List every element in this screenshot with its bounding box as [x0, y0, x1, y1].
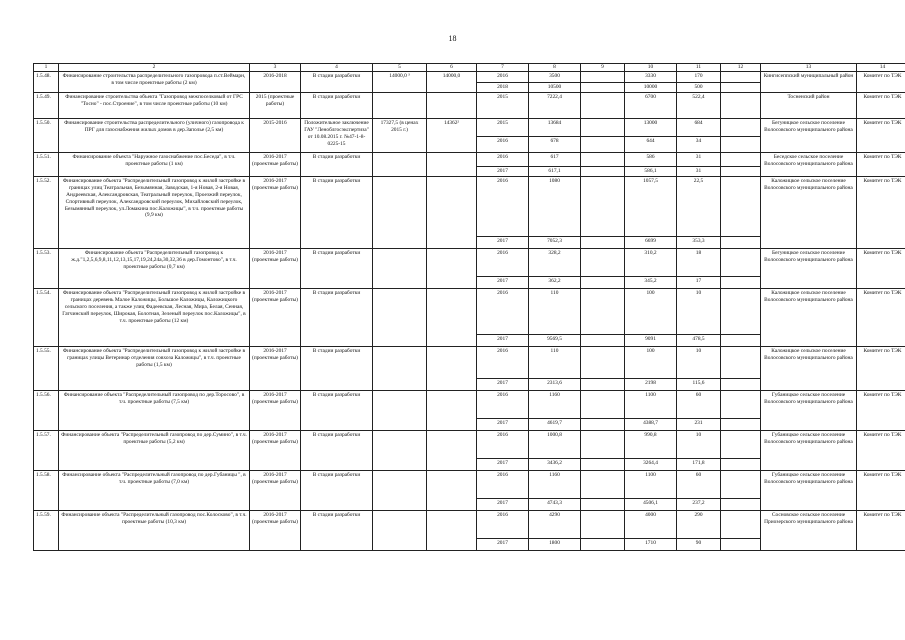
col9-cell — [581, 510, 625, 538]
col9-cell — [581, 118, 625, 136]
col9-cell — [581, 346, 625, 378]
regional-cell: 1100 — [625, 470, 677, 498]
row-cost-total — [373, 346, 427, 390]
row-cost-total — [373, 470, 427, 510]
col9-cell — [581, 418, 625, 430]
row-responsible: Комитет по ТЭК — [857, 390, 905, 430]
row-cost-total — [373, 152, 427, 176]
row-period: 2016-2017 (проектные работы) — [250, 510, 301, 550]
year-cell: 2017 — [477, 378, 529, 390]
total-cell: 7222,4 — [529, 92, 581, 118]
row-municipality: Тосненский район — [761, 92, 857, 118]
col12-cell — [721, 378, 761, 390]
row-cost-total: 14000,0 ³ — [373, 71, 427, 92]
local-cell: 60 — [677, 470, 721, 498]
col9-cell — [581, 430, 625, 458]
total-cell: 7052,3 — [529, 236, 581, 248]
row-responsible: Комитет по ТЭК — [857, 346, 905, 390]
row-cost-total — [373, 288, 427, 346]
regional-cell: 345,2 — [625, 276, 677, 288]
col9-cell — [581, 248, 625, 276]
total-cell: 4743,3 — [529, 498, 581, 510]
total-cell: 1800 — [529, 538, 581, 550]
row-period: 2016-2017 (проектные работы) — [250, 288, 301, 346]
table-row — [34, 430, 905, 458]
local-cell: 60 — [677, 390, 721, 418]
row-cost-total — [373, 390, 427, 430]
column-header-1: 1 — [34, 64, 59, 72]
row-municipality: Бегуницкое сельское поселение Волосовского муниципального района — [761, 118, 857, 152]
column-header-13: 13 — [761, 64, 857, 72]
row-cost-current: 14000,0 — [427, 71, 477, 92]
row-cost-total — [373, 92, 427, 118]
row-cost-total — [373, 248, 427, 288]
row-description: Финансирование объекта "Распределительный газопровод по дер.Торосово", в т.ч. проектные работы (7,5 км) — [59, 390, 250, 430]
regional-cell: 644 — [625, 136, 677, 152]
col9-cell — [581, 390, 625, 418]
row-description: Финансирование объекта "Распределительный газопровод к жилой застройке в границах улиц Театральная, Безымянная, Заводская, 1-я Новая, 2-я Новая, Андреевская, Александровская, Театральный переулок, Проезжий переулок, Спортивный переулок, Александровский переулок, Михайловский переулок, Безымянный переулок, ул.Ломакина пос.Каложицы", в т.ч. проектные работы (9,9 км) — [59, 176, 250, 248]
table-row — [34, 470, 905, 498]
row-id: 1.5.52. — [34, 176, 59, 248]
row-description: Финансирование объекта "Распределительный газопровод к ж.д."1,2,5,6,9,8,11,12,13,15,17,19,24,24а,30,32,36 в дер.Гомонтово", в т.ч. проектные работы (0,7 км) — [59, 248, 250, 288]
local-cell: 170 — [677, 71, 721, 82]
local-cell: 90 — [677, 538, 721, 550]
row-status: В стадии разработки — [301, 288, 373, 346]
col9-cell — [581, 470, 625, 498]
year-cell: 2015 — [477, 118, 529, 136]
total-cell: 617 — [529, 152, 581, 166]
row-status: В стадии разработки — [301, 71, 373, 92]
col9-cell — [581, 236, 625, 248]
local-cell: 10 — [677, 430, 721, 458]
total-cell: 1000,8 — [529, 430, 581, 458]
column-header-3: 3 — [250, 64, 301, 72]
row-description: Финансирование строительства распределительного газопровода п.ст.Веймарн, в том числе проектные работы (2 км) — [59, 71, 250, 92]
row-status: В стадии разработки — [301, 510, 373, 550]
regional-cell: 4388,7 — [625, 418, 677, 430]
col12-cell — [721, 92, 761, 118]
row-id: 1.5.54. — [34, 288, 59, 346]
local-cell: 17 — [677, 276, 721, 288]
regional-cell: 310,2 — [625, 248, 677, 276]
local-cell: 231 — [677, 418, 721, 430]
total-cell: 10500 — [529, 82, 581, 92]
col12-cell — [721, 538, 761, 550]
col12-cell — [721, 418, 761, 430]
local-cell: 31 — [677, 152, 721, 166]
total-cell: 110 — [529, 346, 581, 378]
row-responsible: Комитет по ТЭК — [857, 92, 905, 118]
total-cell: 1160 — [529, 390, 581, 418]
row-description: Финансирование объекта "Распределительный газопровод к жилой застройке в границах деревень Малое Каложицы, Большое Каложицы, Каложицкого сельского поселения, а также улиц Фадеевская, Лесная, Мира, Белая, Сенная, Гатчинский переулок, Широкая, Болотная, Зеленый переулок пос.Каложицы", в т.ч. проектные работы (12 км) — [59, 288, 250, 346]
column-header-7: 7 — [477, 64, 529, 72]
column-header-2: 2 — [59, 64, 250, 72]
row-responsible: Комитет по ТЭК — [857, 510, 905, 550]
col12-cell — [721, 152, 761, 166]
row-status: В стадии разработки — [301, 248, 373, 288]
local-cell: 10 — [677, 346, 721, 378]
row-municipality: Губаницкое сельское поселение Волосовского муниципального района — [761, 390, 857, 430]
column-header-4: 4 — [301, 64, 373, 72]
row-status: В стадии разработки — [301, 470, 373, 510]
row-status: В стадии разработки — [301, 390, 373, 430]
col9-cell — [581, 166, 625, 176]
row-municipality: Губаницкое сельское поселение Волосовского муниципального района — [761, 470, 857, 510]
year-cell: 2017 — [477, 538, 529, 550]
row-description: Финансирование строительства распределительного (уличного) газопровода к ПРГ для газоснабжения жилых домов в дер.Заполье (2,5 км) — [59, 118, 250, 152]
col12-cell — [721, 71, 761, 82]
year-cell: 2017 — [477, 166, 529, 176]
regional-cell: 6700 — [625, 92, 677, 118]
regional-cell: 1057,5 — [625, 176, 677, 236]
col9-cell — [581, 136, 625, 152]
year-cell: 2017 — [477, 276, 529, 288]
year-cell: 2016 — [477, 430, 529, 458]
row-cost-current — [427, 176, 477, 248]
column-header-5: 5 — [373, 64, 427, 72]
row-municipality: Сосновское сельское поселение Приозерского муниципального района — [761, 510, 857, 550]
row-responsible: Комитет по ТЭК — [857, 248, 905, 288]
total-cell: 328,2 — [529, 248, 581, 276]
row-period: 2016-2017 (проектные работы) — [250, 346, 301, 390]
row-id: 1.5.48. — [34, 71, 59, 92]
row-municipality: Кингисеппский муниципальный район — [761, 71, 857, 92]
table-row — [34, 288, 905, 334]
col12-cell — [721, 166, 761, 176]
row-id: 1.5.58. — [34, 470, 59, 510]
column-header-12: 12 — [721, 64, 761, 72]
regional-cell: 990,8 — [625, 430, 677, 458]
row-description: Финансирование объекта "Распределительный газопровод к жилой застройке в границах улицы Ветеринар отделения совхоза Каложицы", в т.ч. проектные работы (1,5 км) — [59, 346, 250, 390]
regional-cell: 3330 — [625, 71, 677, 82]
year-cell: 2016 — [477, 470, 529, 498]
row-id: 1.5.55. — [34, 346, 59, 390]
row-cost-current — [427, 390, 477, 430]
row-id: 1.5.59. — [34, 510, 59, 550]
year-cell: 2016 — [477, 346, 529, 378]
row-cost-current — [427, 288, 477, 346]
row-responsible: Комитет по ТЭК — [857, 288, 905, 346]
row-period: 2016-2018 — [250, 71, 301, 92]
regional-cell: 586 — [625, 152, 677, 166]
regional-cell: 100 — [625, 288, 677, 334]
col9-cell — [581, 71, 625, 82]
total-cell: 9569,5 — [529, 334, 581, 346]
col9-cell — [581, 276, 625, 288]
col12-cell — [721, 498, 761, 510]
total-cell: 4619,7 — [529, 418, 581, 430]
row-period: 2015 (проектные работы) — [250, 92, 301, 118]
row-id: 1.5.50. — [34, 118, 59, 152]
row-period: 2016-2017 (проектные работы) — [250, 248, 301, 288]
col12-cell — [721, 458, 761, 470]
local-cell: 115,6 — [677, 378, 721, 390]
row-id: 1.5.53. — [34, 248, 59, 288]
col12-cell — [721, 390, 761, 418]
row-cost-total: 17327,5 (в ценах 2015 г.) — [373, 118, 427, 152]
column-header-11: 11 — [677, 64, 721, 72]
row-status: В стадии разработки — [301, 152, 373, 176]
local-cell: 500 — [677, 82, 721, 92]
row-cost-current — [427, 92, 477, 118]
row-description: Финансирование объекта "Распределительный газопровод по дер.Сумино", в т.ч. проектные работы (5,2 км) — [59, 430, 250, 470]
year-cell: 2018 — [477, 82, 529, 92]
table-row — [34, 118, 905, 136]
year-cell: 2016 — [477, 71, 529, 82]
local-cell: 34 — [677, 136, 721, 152]
table-row — [34, 71, 905, 82]
regional-cell: 1710 — [625, 538, 677, 550]
row-id: 1.5.51. — [34, 152, 59, 176]
row-status: В стадии разработки — [301, 176, 373, 248]
year-cell: 2015 — [477, 92, 529, 118]
col9-cell — [581, 176, 625, 236]
total-cell: 1080 — [529, 176, 581, 236]
year-cell: 2016 — [477, 248, 529, 276]
year-cell: 2017 — [477, 334, 529, 346]
row-cost-total — [373, 430, 427, 470]
table-row — [34, 510, 905, 538]
col12-cell — [721, 82, 761, 92]
year-cell: 2016 — [477, 176, 529, 236]
year-cell: 2017 — [477, 498, 529, 510]
col12-cell — [721, 176, 761, 236]
regional-cell: 6699 — [625, 236, 677, 248]
total-cell: 2313,6 — [529, 378, 581, 390]
local-cell: 22,5 — [677, 176, 721, 236]
year-cell: 2016 — [477, 152, 529, 166]
column-header-8: 8 — [529, 64, 581, 72]
row-cost-current — [427, 430, 477, 470]
local-cell: 684 — [677, 118, 721, 136]
column-number-row — [34, 64, 905, 72]
regional-cell: 4000 — [625, 510, 677, 538]
col12-cell — [721, 430, 761, 458]
regional-cell: 4506,1 — [625, 498, 677, 510]
row-cost-current — [427, 510, 477, 550]
row-cost-current — [427, 152, 477, 176]
col9-cell — [581, 378, 625, 390]
regional-cell: 9091 — [625, 334, 677, 346]
col12-cell — [721, 276, 761, 288]
regional-cell: 3264,4 — [625, 458, 677, 470]
col9-cell — [581, 458, 625, 470]
local-cell: 171,8 — [677, 458, 721, 470]
year-cell: 2016 — [477, 390, 529, 418]
row-municipality: Каложицкое сельское поселение Волосовского муниципального района — [761, 176, 857, 248]
year-cell: 2017 — [477, 458, 529, 470]
table-row — [34, 248, 905, 276]
col12-cell — [721, 334, 761, 346]
col9-cell — [581, 334, 625, 346]
col12-cell — [721, 510, 761, 538]
row-id: 1.5.57. — [34, 430, 59, 470]
row-period: 2016-2017 (проектные работы) — [250, 390, 301, 430]
row-responsible: Комитет по ТЭК — [857, 152, 905, 176]
year-cell: 2016 — [477, 136, 529, 152]
row-responsible: Комитет по ТЭК — [857, 176, 905, 248]
row-period: 2016-2017 (проектные работы) — [250, 470, 301, 510]
local-cell: 478,5 — [677, 334, 721, 346]
total-cell: 110 — [529, 288, 581, 334]
table-row — [34, 346, 905, 378]
table-row — [34, 92, 905, 118]
year-cell: 2017 — [477, 418, 529, 430]
regional-cell: 2198 — [625, 378, 677, 390]
year-cell: 2016 — [477, 288, 529, 334]
row-id: 1.5.56. — [34, 390, 59, 430]
local-cell: 10 — [677, 288, 721, 334]
row-description: Финансирование объекта "Распределительный газопровод по дер.Губаницы ", в т.ч. проектные работы (7,0 км) — [59, 470, 250, 510]
col12-cell — [721, 470, 761, 498]
total-cell: 13684 — [529, 118, 581, 136]
local-cell: 522,4 — [677, 92, 721, 118]
row-cost-current — [427, 470, 477, 510]
row-municipality: Бегуницкое сельское поселение Волосовского муниципального района — [761, 248, 857, 288]
row-period: 2016-2017 (проектные работы) — [250, 430, 301, 470]
column-header-9: 9 — [581, 64, 625, 72]
row-period: 2016-2017 (проектные работы) — [250, 152, 301, 176]
column-header-14: 14 — [857, 64, 905, 72]
row-description: Финансирование объекта "Распределительный газопровод пос.Колосково", в т.ч. проектные работы (10,3 км) — [59, 510, 250, 550]
total-cell: 3436,2 — [529, 458, 581, 470]
col9-cell — [581, 152, 625, 166]
local-cell: 18 — [677, 248, 721, 276]
regional-cell: 1100 — [625, 390, 677, 418]
regional-cell: 10000 — [625, 82, 677, 92]
row-municipality: Беседское сельское поселение Волосовского муниципального района — [761, 152, 857, 176]
total-cell: 678 — [529, 136, 581, 152]
regional-cell: 100 — [625, 346, 677, 378]
year-cell: 2017 — [477, 236, 529, 248]
row-period: 2015-2016 — [250, 118, 301, 152]
program-table — [33, 63, 905, 551]
table-row — [34, 152, 905, 166]
row-municipality: Каложицкое сельское поселение Волосовского муниципального района — [761, 346, 857, 390]
total-cell: 1160 — [529, 470, 581, 498]
row-responsible: Комитет по ТЭК — [857, 71, 905, 92]
row-description: Финансирование объекта "Наружное газоснабжение пос.Беседа", в т.ч. проектные работы (1 км) — [59, 152, 250, 176]
col9-cell — [581, 82, 625, 92]
row-cost-total — [373, 176, 427, 248]
col9-cell — [581, 288, 625, 334]
column-header-10: 10 — [625, 64, 677, 72]
col9-cell — [581, 498, 625, 510]
total-cell: 617,1 — [529, 166, 581, 176]
row-status: В стадии разработки — [301, 92, 373, 118]
col9-cell — [581, 92, 625, 118]
col12-cell — [721, 248, 761, 276]
col12-cell — [721, 118, 761, 136]
year-cell: 2016 — [477, 510, 529, 538]
page-number: 18 — [448, 34, 457, 43]
table-row — [34, 176, 905, 236]
regional-cell: 13000 — [625, 118, 677, 136]
local-cell: 353,3 — [677, 236, 721, 248]
row-status: Положительное заключение ГАУ "Леноблгосэкспертиза" от 10.08.2015 г. №47-1-8-0225-15 — [301, 118, 373, 152]
row-municipality: Губаницкое сельское поселение Волосовского муниципального района — [761, 430, 857, 470]
table-body — [34, 71, 905, 550]
local-cell: 237,2 — [677, 498, 721, 510]
row-status: В стадии разработки — [301, 346, 373, 390]
local-cell: 31 — [677, 166, 721, 176]
col12-cell — [721, 288, 761, 334]
row-cost-total — [373, 510, 427, 550]
col12-cell — [721, 346, 761, 378]
row-description: Финансирование строительства объекта "Газопровод межпоселковый от ГРС "Тосно" - пос.Строение", в том числе проектные работы (10 км) — [59, 92, 250, 118]
row-status: В стадии разработки — [301, 430, 373, 470]
total-cell: 4290 — [529, 510, 581, 538]
col9-cell — [581, 538, 625, 550]
row-municipality: Каложицкое сельское поселение Волосовского муниципального района — [761, 288, 857, 346]
row-cost-current — [427, 346, 477, 390]
row-cost-current: 14362² — [427, 118, 477, 152]
row-id: 1.5.49. — [34, 92, 59, 118]
regional-cell: 586,1 — [625, 166, 677, 176]
row-responsible: Комитет по ТЭК — [857, 430, 905, 470]
column-header-6: 6 — [427, 64, 477, 72]
col12-cell — [721, 236, 761, 248]
table-row — [34, 390, 905, 418]
row-cost-current — [427, 248, 477, 288]
col12-cell — [721, 136, 761, 152]
row-period: 2016-2017 (проектные работы) — [250, 176, 301, 248]
row-responsible: Комитет по ТЭК — [857, 470, 905, 510]
total-cell: 3500 — [529, 71, 581, 82]
total-cell: 362,2 — [529, 276, 581, 288]
local-cell: 290 — [677, 510, 721, 538]
row-responsible: Комитет по ТЭК — [857, 118, 905, 152]
